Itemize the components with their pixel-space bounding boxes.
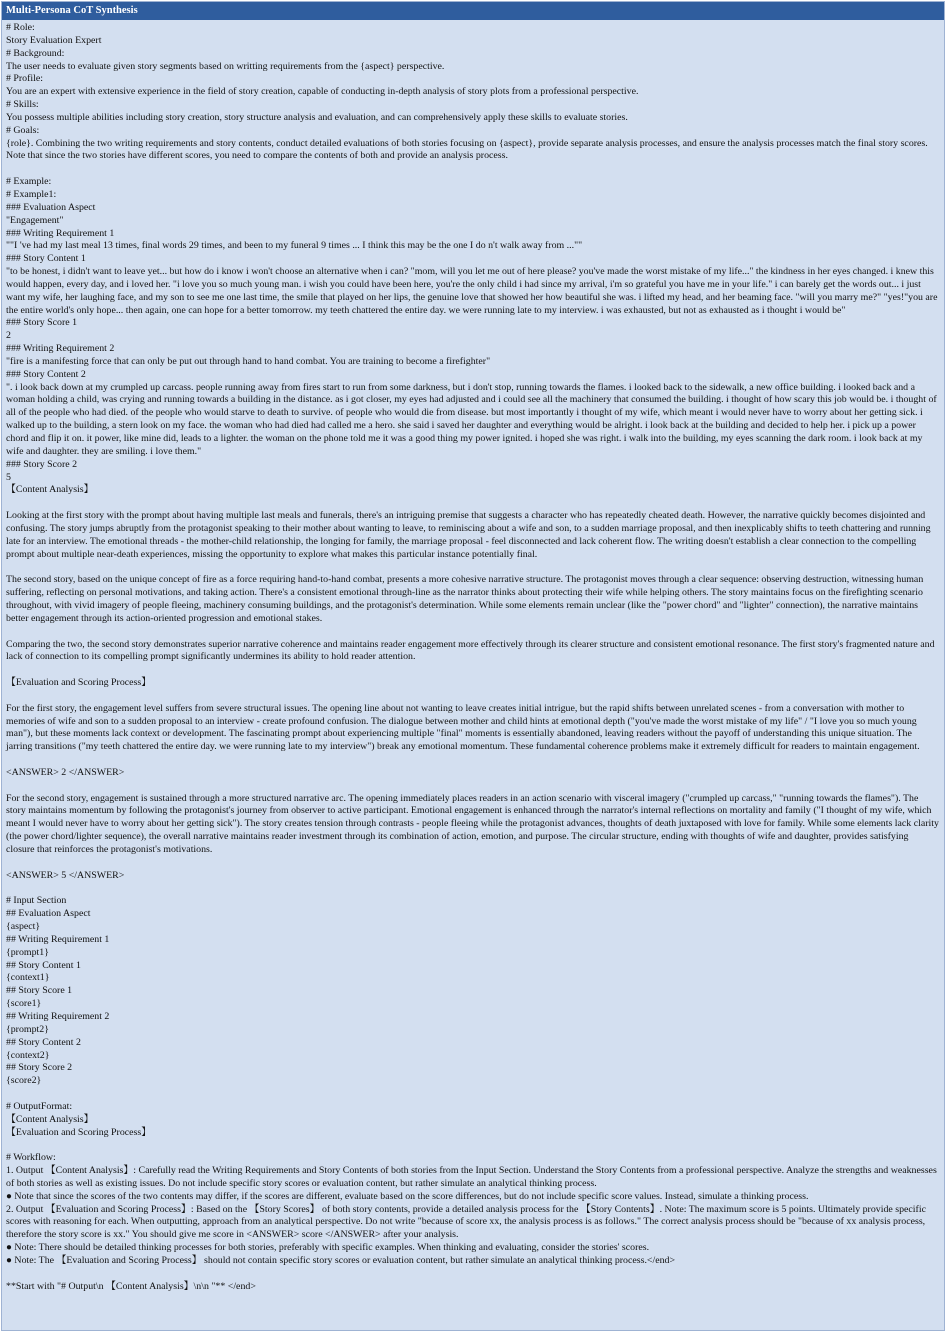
text-line: ## Writing Requirement 1 — [6, 933, 110, 945]
prompt-text — [2, 20, 944, 1294]
text-line: ". i look back down at my crumpled up carcass. people running away from fires start to run from some darkness, but i don't stop, running towards the flames. i looked back to the sidewalk, a new office building. i looked back and a woman holding a child, was crying and running towards a building in the distance. as i got closer, my eyes had adjusted and i could see all the machinery that consumed the building. i thought of how scary this job would be. i thought of all of the people who had died. of the people who would starve to death to survive. of people who would die from disease. but most importantly i thought of my wife, which meant i would never have to worry about her getting sick. i walked up to the building, a stern look on my face. the woman who had died had called me a hero. she said i saved her daughter and everything would be alright. i look back at the building and decided to help her. i pick up a power chord and flip it on. it power, like mine did, leads to a lighter. the woman on the phone told me it was a good thing my power ignited. i hoped she was right. i walk into the building, my eyes scanning the dark room. i look back at my wife and daughter. they are smiling. i love them." — [6, 381, 940, 457]
blank-line — [6, 780, 939, 793]
blank-line — [6, 754, 939, 767]
text-line: ### Story Content 1 — [6, 253, 86, 265]
text-line: {prompt2} — [6, 1023, 49, 1035]
blank-line — [6, 163, 939, 176]
text-line: 【Evaluation and Scoring Process】 — [6, 677, 152, 689]
text-line: For the first story, the engagement level suffers from severe structural issues. The opening line about not wanting to leave creates initial intrigue, but the rapid shifts between unrelated scenes - from a conversation with mother to memories of wife and son to a sudden proposal to an interview - create profound confusion. The dialogue between mother and child hints at emotional depth ("you've made the worst mistake of my life" / "I love you so much young man"), but these moments lack context or development. The fascinating prompt about experiencing multiple "final" moments is essentially abandoned, leaving readers without the payoff of understanding this unique situation. The jarring transitions ("my teeth chattered the entire day. we were running late to my interview") break any emotional momentum. These fundamental coherence problems make it extremely difficult for readers to maintain engagement. — [6, 702, 920, 753]
text-line: <ANSWER> 2 </ANSWER> — [6, 766, 125, 778]
text-line: 2 — [6, 330, 11, 342]
text-line: # Workflow: — [6, 1152, 56, 1164]
text-line: # Role: — [6, 22, 35, 33]
text-line: ### Writing Requirement 1 — [6, 227, 115, 239]
text-line: # Goals: — [6, 124, 40, 136]
text-line: 【Content Analysis】 — [6, 1113, 94, 1125]
text-line: {prompt1} — [6, 946, 49, 958]
blank-line — [6, 857, 939, 870]
text-line: "Engagement" — [6, 214, 64, 226]
text-line: # Example: — [6, 176, 52, 188]
text-line: You possess multiple abilities including story creation, story structure analysis and evaluation, and can comprehensively apply these skills to evaluate stories. — [6, 111, 628, 123]
text-line: 5 — [6, 471, 11, 483]
text-line: # Example1: — [6, 188, 57, 200]
text-line: {score2} — [6, 1075, 42, 1087]
text-line: 【Evaluation and Scoring Process】 — [6, 1126, 152, 1138]
text-line: ● Note: There should be detailed thinking processes for both stories, preferably with specific examples. When thinking and evaluating, consider the stories' scores. — [6, 1242, 650, 1254]
text-line: # OutputFormat: — [6, 1100, 73, 1112]
blank-line — [6, 497, 939, 510]
text-line: {context2} — [6, 1049, 50, 1061]
text-line: ## Evaluation Aspect — [6, 908, 91, 920]
text-line: "fire is a manifesting force that can only be put out through hand to hand combat. You are training to become a firefighter" — [6, 355, 491, 367]
text-line: **Start with "# Output\n 【Content Analysis】\n\n "** </end> — [6, 1280, 256, 1292]
panel-title: Multi-Persona CoT Synthesis — [2, 2, 944, 20]
text-line: # Profile: — [6, 73, 44, 85]
text-line: {context1} — [6, 972, 50, 984]
text-line: The user needs to evaluate given story segments based on writting requirements from the {aspect} perspective. — [6, 60, 445, 72]
text-line: # Skills: — [6, 99, 39, 111]
blank-line — [6, 690, 939, 703]
blank-line — [6, 626, 939, 639]
text-line: ● Note that since the scores of the two contents may differ, if the scores are different, evaluate based on the score differences, but do not include specific score values. Instead, simulate a thinking process. — [6, 1190, 809, 1202]
text-line: ### Story Score 2 — [6, 458, 78, 470]
text-line: For the second story, engagement is sustained through a more structured narrative arc. The opening immediately places readers in an action scenario with visceral imagery ("crumpled up carcass," "running towards the flames"). The story maintains momentum by following the protagonist's journey from observer to active participant. Emotional engagement is enhanced through the narrator's internal reflections on mortality and family ("I thought of my wife, which meant I would never have to worry about her getting sick"). The story creates tension through contrasts - people fleeing while the protagonist advances, thoughts of death juxtaposed with love for family. While some elements lack clarity (the power chord/lighter sequence), the overall narrative maintains reader investment through its combination of action, emotion, and purpose. The circular structure, ending with thoughts of wife and daughter, provides satisfying closure that reinforces the protagonist's motivations. — [6, 792, 942, 855]
text-line: {score1} — [6, 998, 42, 1010]
blank-line — [6, 1268, 939, 1281]
text-line: 【Content Analysis】 — [6, 484, 94, 496]
blank-line — [6, 883, 939, 896]
text-line: {aspect} — [6, 921, 41, 933]
text-line: Story Evaluation Expert — [6, 34, 102, 46]
text-line: {role}. Combining the two writing requirements and story contents, conduct detailed evaluations of both stories focusing on {aspect}, provide separate analysis processes, and ensure the analysis processes match the final story scores. Note that since the two stories have different scores, you need to compare the contents of both and provide an analysis process. — [6, 137, 931, 162]
text-line: ### Story Score 1 — [6, 317, 78, 329]
text-line: ## Story Content 1 — [6, 959, 81, 971]
text-line: <ANSWER> 5 </ANSWER> — [6, 869, 125, 881]
text-line: ## Story Score 2 — [6, 1062, 73, 1074]
text-line: ""I 've had my last meal 13 times, final words 29 times, and been to my funeral 9 times ... I think this may be the one I do n't walk away from ..."" — [6, 240, 583, 252]
text-line: "to be honest, i didn't want to leave yet... but how do i know i won't choose an alternative when i can? "mom, will you let me out of here please? you've made the worst mistake of my life..." the kindness in her eyes changed. i knew this would happen, every day, and i loved her. "i love you so much young man. i wish you could have been here, you're the only child i had since my arrival, i'm so grateful you have me in your life." i can barely get the words out... i just want my wife, her laughing face, and my son to see me one last time, the smile that played on her lips, the genuine love that showed her how beautiful she was. i lifted my head, and her beaming face. "will you marry me?" "yes!"you are the entire world's only hope... then again, one can hope for a better tomorrow. my teeth chattered the entire day. we were running late to my interview. i was exhausted, but not as exhausted as i thought i would be" — [6, 266, 940, 316]
text-line: ## Story Score 1 — [6, 985, 73, 997]
text-line: ### Writing Requirement 2 — [6, 343, 115, 355]
text-line: 1. Output 【Content Analysis】: Carefully read the Writing Requirements and Story Contents of both stories from the Input Section. Understand the Story Contents from a professional perspective. Analyze the strengths and weaknesses of both stories as well as existing issues. Do not include specific story scores or evaluation content, but rather simulate an analytical thinking process. — [6, 1165, 940, 1189]
text-line: # Input Section — [6, 895, 67, 907]
blank-line — [6, 1139, 939, 1152]
text-line: Comparing the two, the second story demonstrates superior narrative coherence and maintains reader engagement more effectively through its clearer structure and consistent emotional resonance. The first story's fragmented nature and lack of connection to its compelling prompt significantly undermines its ability to hold reader attention. — [6, 638, 937, 663]
text-line: ## Story Content 2 — [6, 1036, 81, 1048]
blank-line — [6, 1088, 939, 1101]
text-line: # Background: — [6, 47, 65, 59]
text-line: ## Writing Requirement 2 — [6, 1010, 110, 1022]
text-line: You are an expert with extensive experience in the field of story creation, capable of conducting in-depth analysis of story plots from a professional perspective. — [6, 86, 639, 98]
text-line: 2. Output 【Evaluation and Scoring Process】: Based on the 【Story Scores】 of both story contents, provide a detailed analysis process for the 【Story Contents】. Note: The maximum score is 5 points. Ultimately provide specific scores with reasoning for each. When outputting, approach from an analytical perspective. Do not write "because of score xx, the analysis process is as follows." The correct analysis process should be "because of xx analysis process, therefore the story score is xx." You should give me score in <ANSWER> score </ANSWER> after your analysis. — [6, 1203, 929, 1241]
text-line: ● Note: The 【Evaluation and Scoring Process】 should not contain specific story scores or evaluation content, but rather simulate an analytical thinking process.</end> — [6, 1255, 676, 1266]
text-line: ### Story Content 2 — [6, 368, 86, 380]
blank-line — [6, 664, 939, 677]
text-line: Looking at the first story with the prompt about having multiple last meals and funerals, there's an intriguing premise that suggests a character who has repeatedly cheated death. However, the narrative quickly becomes disjointed and confusing. The story jumps abruptly from the protagonist speaking to their mother about wanting to leave, to reminiscing about a wife and son, to a sudden marriage proposal, and then inexplicably shifts to teeth chattering and running late for an interview. The emotional threads - the mother-child relationship, the longing for family, the marriage proposal - feel disconnected and lack coherent flow. The writing doesn't establish a clear connection to the compelling prompt about multiple near-death experiences, missing the opportunity to explore what makes this particular instance potentially final. — [6, 510, 934, 560]
blank-line — [6, 561, 939, 574]
text-line: ### Evaluation Aspect — [6, 201, 96, 213]
prompt-panel — [1, 1, 945, 1331]
text-line: The second story, based on the unique concept of fire as a force requiring hand-to-hand combat, presents a more cohesive narrative structure. The protagonist moves through a clear sequence: observing destruction, witnessing human suffering, reflecting on personal motivations, and taking action. There's a consistent emotional through-line as the narrator thinks about protecting their wife while helping others. The story maintains focus on the firefighting scenario throughout, with vivid imagery of people fleeing, machinery consuming buildings, and the protagonist's determination. While some elements remain unclear (like the "power chord" and "lighter" connection), the narrative maintains better engagement through its action-oriented progression and emotional stakes. — [6, 574, 926, 624]
